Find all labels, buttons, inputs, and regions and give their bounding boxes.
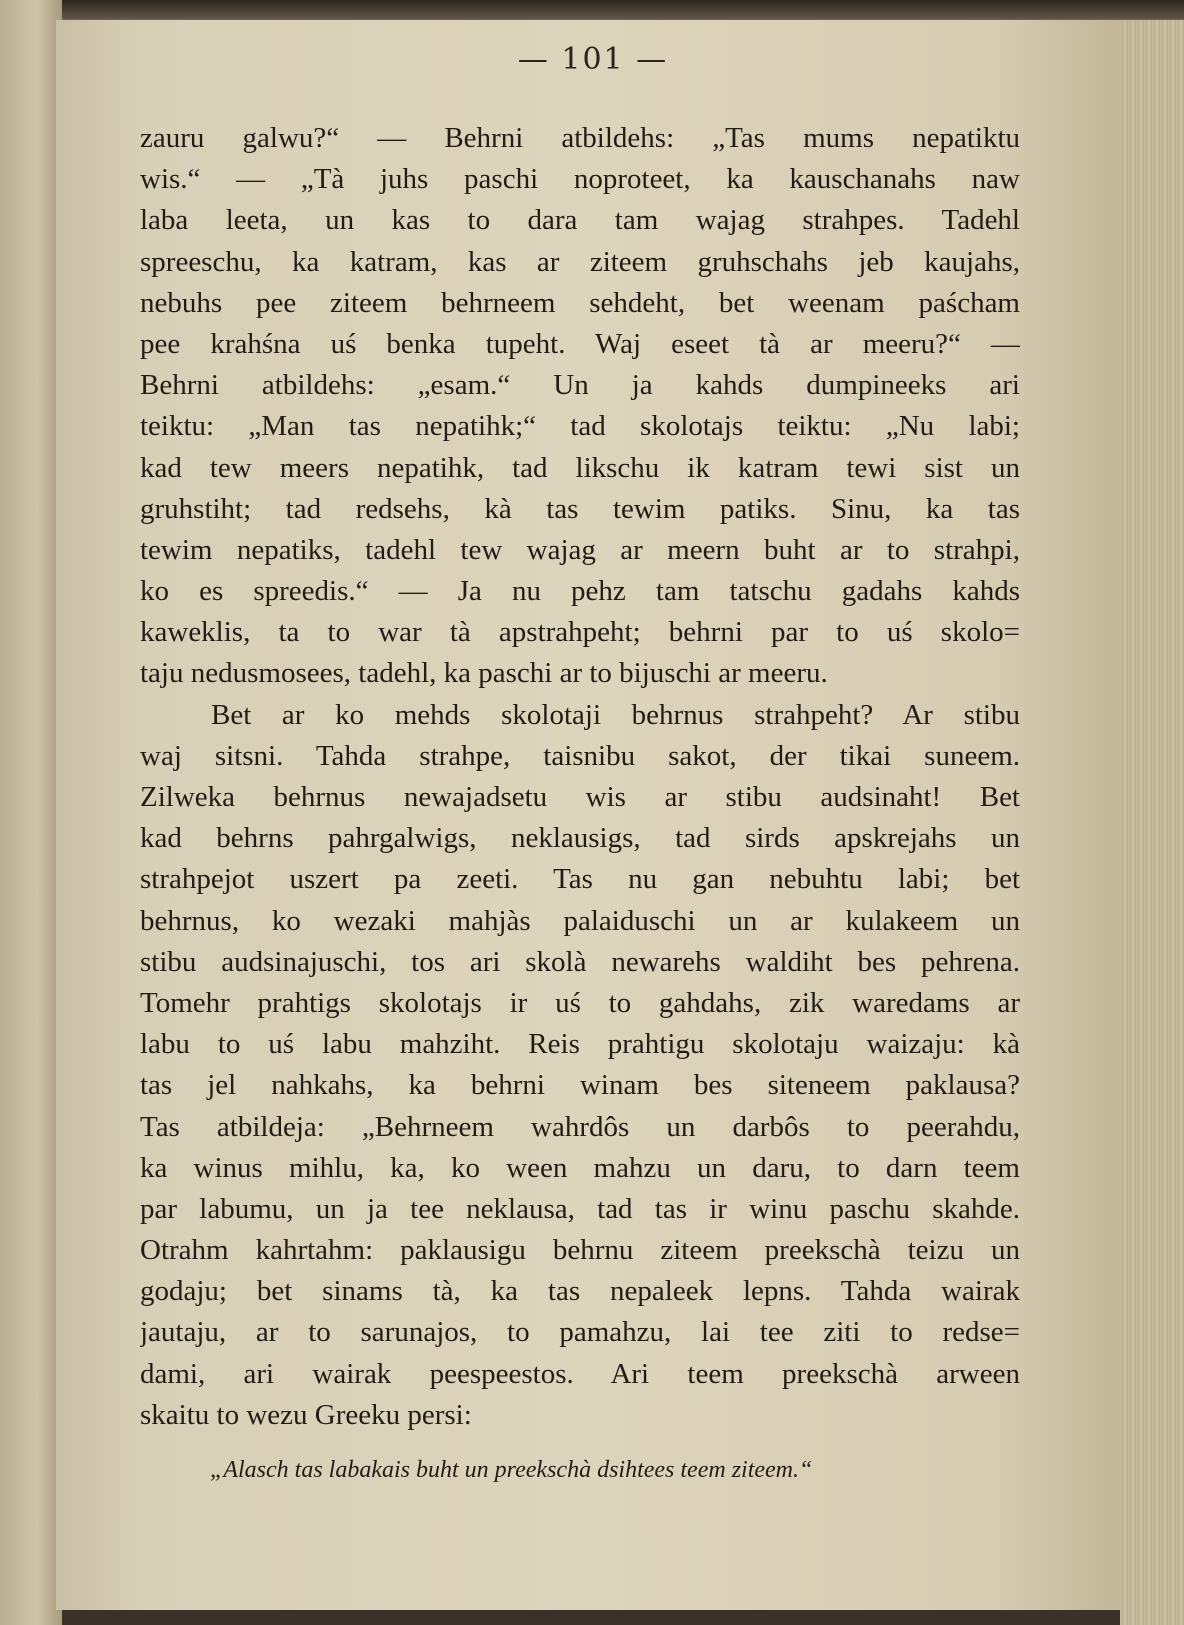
text-line: pee krahśna uś benka tupeht. Waj eseet tà ar meeru?“ — bbox=[140, 327, 1020, 360]
text-line: kad behrns pahrgalwigs, neklausigs, tad sirds apskrejahs un bbox=[140, 822, 1020, 855]
text-line: Tomehr prahtigs skolotajs ir uś to gahdahs, zik waredams ar bbox=[140, 986, 1020, 1019]
text-line: kad tew meers nepatihk, tad likschu ik katram tewi sist un bbox=[140, 451, 1020, 484]
text-line: waj sitsni. Tahda strahpe, taisnibu sakot, der tikai suneem. bbox=[140, 739, 1020, 772]
text-line: spreeschu, ka katram, kas ar ziteem gruhschahs jeb kaujahs, bbox=[140, 245, 1020, 278]
text-line: ka winus mihlu, ka, ko ween mahzu un daru, to darn teem bbox=[140, 1151, 1020, 1184]
text-line: teiktu: „Man tas nepatihk;“ tad skolotajs teiktu: „Nu labi; bbox=[140, 410, 1020, 443]
text-line: Behrni atbildehs: „esam.“ Un ja kahds dumpineeks ari bbox=[140, 369, 1020, 402]
paragraph-1 bbox=[140, 118, 1020, 695]
text-line: Otrahm kahrtahm: paklausigu behrnu ziteem preekschà teizu un bbox=[140, 1234, 1020, 1267]
text-line: stibu audsinajuschi, tos ari skolà newarehs waldiht bes pehrena. bbox=[140, 945, 1020, 978]
text-line: behrnus, ko wezaki mahjàs palaiduschi un ar kulakeem un bbox=[140, 904, 1020, 937]
text-line: taju nedusmosees, tadehl, ka paschi ar to bijuschi ar meeru. bbox=[140, 657, 828, 690]
page-number: — 101 — bbox=[517, 42, 669, 77]
text-line: skaitu to wezu Greeku persi: bbox=[140, 1398, 472, 1431]
text-line: nebuhs pee ziteem behrneem sehdeht, bet weenam paścham bbox=[140, 286, 1020, 319]
text-line: gruhstiht; tad redsehs, kà tas tewim patiks. Sinu, ka tas bbox=[140, 492, 1020, 525]
text-line: tewim nepatiks, tadehl tew wajag ar meern buht ar to strahpi, bbox=[140, 533, 1020, 566]
text-line: labu to uś labu mahziht. Reis prahtigu skolotaju waizaju: kà bbox=[140, 1028, 1020, 1061]
paragraph-2 bbox=[140, 695, 1020, 1436]
text-line: tas jel nahkahs, ka behrni winam bes siteneem paklausa? bbox=[140, 1069, 1020, 1102]
left-binding-margin bbox=[0, 0, 62, 1625]
text-line: strahpejot uszert pa zeeti. Tas nu gan nebuhtu labi; bet bbox=[140, 863, 1020, 896]
text-line: Bet ar ko mehds skolotaji behrnus strahpeht? Ar stibu bbox=[211, 698, 1020, 731]
text-line: Zilweka behrnus newajadsetu wis ar stibu audsinaht! Bet bbox=[140, 781, 1020, 813]
text-line: dami, ari wairak peespeestos. Ari teem preekschà arween bbox=[140, 1357, 1020, 1390]
text-line: laba leeta, un kas to dara tam wajag strahpes. Tadehl bbox=[140, 204, 1020, 237]
text-line: zauru galwu?“ — Behrni atbildehs: „Tas mums nepatiktu bbox=[140, 122, 1020, 154]
verse-quote: „Alasch tas labakais buht un preekschà dsihtees teem ziteem.“ bbox=[210, 1457, 813, 1483]
text-line: Tas atbildeja: „Behrneem wahrdôs un darbôs to peerahdu, bbox=[140, 1110, 1020, 1143]
page-stack-edge bbox=[1120, 20, 1184, 1625]
body-text bbox=[140, 118, 1020, 1436]
text-line: wis.“ — „Tà juhs paschi noproteet, ka kauschanahs naw bbox=[140, 163, 1020, 196]
text-line: kaweklis, ta to war tà apstrahpeht; behrni par to uś skolo= bbox=[140, 616, 1020, 649]
text-line: par labumu, un ja tee neklausa, tad tas ir winu paschu skahde. bbox=[140, 1192, 1020, 1225]
text-line: godaju; bet sinams tà, ka tas nepaleek lepns. Tahda wairak bbox=[140, 1275, 1020, 1308]
text-line: ko es spreedis.“ — Ja nu pehz tam tatschu gadahs kahds bbox=[140, 575, 1020, 608]
text-line: jautaju, ar to sarunajos, to pamahzu, lai tee ziti to redse= bbox=[140, 1316, 1020, 1349]
